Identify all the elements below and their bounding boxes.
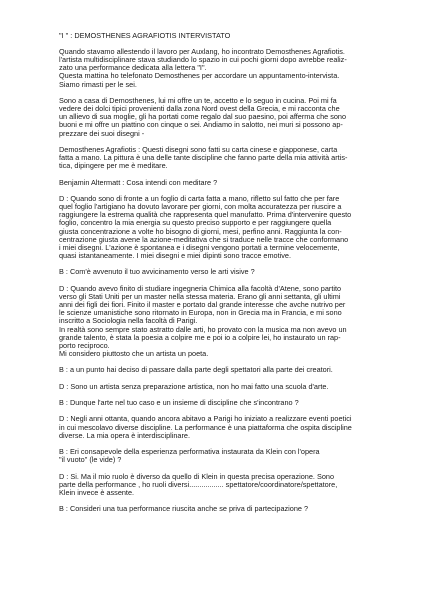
paragraph-answer-biography: D : Quando avevo finito di studiare ingegneria Chimica alla facoltà d'Atene, sono partito verso gli Stati Uniti per un master nella stessa materia. Erano gli anni settanta, gli ultimi anni dei figli dei fiori. Finito il master e portato dal grande interesse che avche nutrivo per le scienze umanistiche sono ritornato in Europa, non in Grecia ma in Francia, e mi sono inscritto a Sociologia nella facoltà di Parigi. In realtà sono sempre stato astratto dalle arti, ho provato con la musica ma non avevo un grande talento, è stata la poesia a colpire me e poi io a colpire lei, ho instaurato un rap- porto reciproco. Mi considero piuttosto che un artista un poeta. — [59, 283, 347, 358]
paragraph-question-meditation: Benjamin Altermatt : Cosa intendi con meditare ? — [59, 177, 218, 187]
paragraph-answer-no-school: D : Sono un artista senza preparazione artistica, non ho mai fatto una scuola d'arte. — [59, 381, 329, 391]
paragraph-answer-meditation: D : Quando sono di fronte a un foglio di carta fatta a mano, rifletto sul fatto che per fare quel foglio l'artigiano ha dovuto lavorare per giorni, con molta accuratezza per riuscire a raggiungere la estrema qualità che rappresenta quel manufatto. Prima d'intervenire questo foglio, concentro la mia energia su questo preciso supporto e per raggiungere quella giusta concentrazione a volte ho bisogno di giorni, mesi, perfino anni. Raggiunta la con- centrazione giusta avene la azione-meditativa che si traduce nelle tracce che conformano i miei disegni. L'azione è spontanea e i disegni vengono portati a termine velocemente, quasi istantaneamente. I miei disegni e miei dipinti sono tracce emotive. — [59, 193, 352, 261]
paragraph-answer-interdisciplinary: D : Negli anni ottanta, quando ancora abitavo a Parigi ho iniziato a realizzare eventi poetici in cui mescolavo diverse discipline. La performance è una piattaforma che ospita discipline diverse. La mia opera è interdisciplinare. — [59, 414, 352, 440]
paragraph-question-klein: B : Eri consapevole della esperienza performativa instaurata da Klein con l'opera "il vuoto" (le vide) ? — [59, 447, 320, 465]
paragraph-visit: Sono a casa di Demosthenes, lui mi offre un te, accetto e lo seguo in cucina. Poi mi fa vedere dei dolci tipici provenienti dalla zona Nord ovest della Grecia, e mi racconta che un allievo di sua moglie, gli ha portati come regalo dal suo paesino, poi afferma che sono buoni e mi offre un piattino con cinque o sei. Andiamo in salotto, nei muri si possono ap- prezzare dei suoi disegni - — [59, 95, 347, 138]
paragraph-question-participation: B : Consideri una tua performance riuscita anche se priva di partecipazione ? — [59, 504, 309, 514]
paragraph-question-creators: B : a un punto hai deciso di passare dalla parte degli spettatori alla parte dei creatori. — [59, 365, 333, 375]
paragraph-answer-klein: D : Si. Ma il mio ruolo è diverso da quello di Klein in questa precisa operazione. Sono parte della performance , ho ruoli diversi................. spettatore/coordinatore/spettatore, Klein invece è assente. — [59, 471, 338, 497]
document-title: "I " : DEMOSTHENES AGRAFIOTIS INTERVISTATO — [59, 31, 231, 40]
paragraph-intro: Quando stavamo allestendo il lavoro per Auxlang, ho incontrato Demosthenes Agrafiotis. l'artista multidisciplinare stava studiando lo spazio in cui pochi giorni dopo avrebbe realiz- zato una performance dedicata alla lettera "I". Questa mattina ho telefonato Demosthenes per accordare un appuntamento-intervista. Siamo rimasti per le sei. — [59, 47, 347, 89]
paragraph-question-disciplines: B : Dunque l'arte nel tuo caso e un insieme di discipline che s'incontrano ? — [59, 398, 299, 407]
paragraph-answer-drawings: Demosthenes Agrafiotis : Questi disegni sono fatti su carta cinese e giapponese, carta fatta a mano. La pittura è una delle tante discipline che fanno parte della mia attività artis- tica, dipingere per me è meditare. — [59, 144, 348, 171]
paragraph-question-visual-arts: B : Com'è avvenuto il tuo avvicinamento verso le arti visive ? — [59, 267, 255, 277]
